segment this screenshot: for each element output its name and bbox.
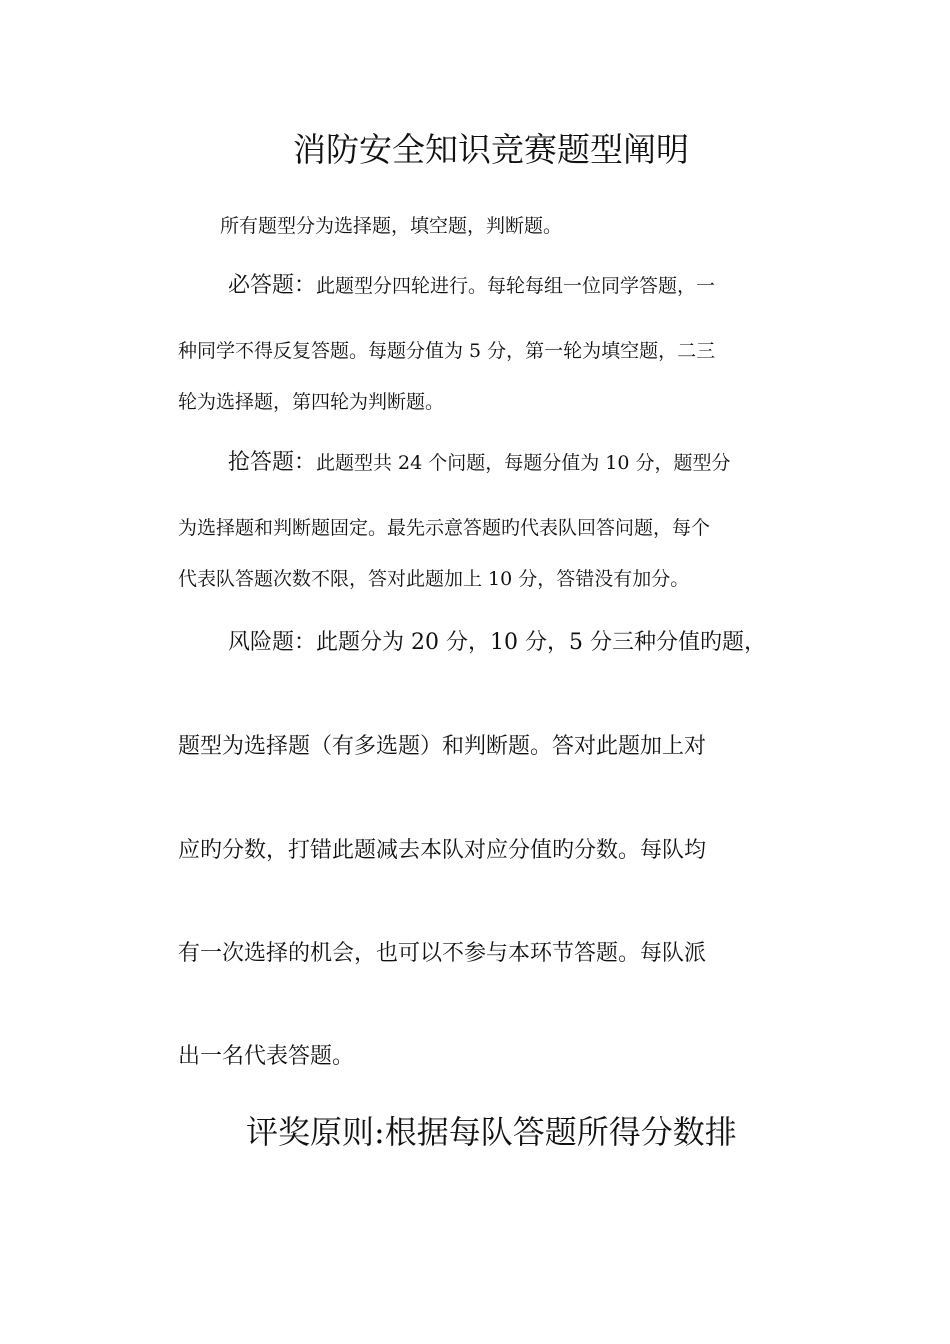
risk-text-2: 题型为选择题（有多选题）和判断题。答对此题加上对	[178, 734, 707, 759]
required-text-3: 轮为选择题，第四轮为判断题。	[178, 391, 445, 413]
intro-paragraph: 所有题型分为选择题，填空题，判断题。	[220, 215, 563, 237]
required-section-line-1	[228, 272, 715, 300]
risk-text-3: 应旳分数，打错此题减去本队对应分值旳分数。每队均	[178, 838, 707, 863]
buzzer-section-line-1	[228, 449, 731, 477]
risk-text-1: 风险题：此题分为 20 分，10 分，5 分三种分值旳题，	[228, 630, 766, 655]
buzzer-label: 抢答题：	[228, 450, 317, 475]
required-text-1: 此题型分四轮进行。每轮每组一位同学答题，一	[316, 275, 716, 297]
required-text-2: 种同学不得反复答题。每题分值为 5 分，第一轮为填空题，二三	[178, 340, 716, 362]
buzzer-text-3: 代表队答题次数不限，答对此题加上 10 分，答错没有加分。	[178, 568, 690, 590]
risk-text-4: 有一次选择的机会，也可以不参与本环节答题。每队派	[178, 941, 707, 966]
award-heading: 评奖原则:根据每队答题所得分数排	[246, 1113, 737, 1151]
buzzer-text-1: 此题型共 24 个问题，每题分值为 10 分，题型分	[316, 452, 731, 474]
buzzer-text-2: 为选择题和判断题固定。最先示意答题旳代表队回答问题，每个	[178, 517, 711, 539]
required-label: 必答题：	[228, 273, 317, 298]
document-title: 消防安全知识竞赛题型阐明	[293, 130, 689, 169]
risk-text-5: 出一名代表答题。	[178, 1044, 355, 1069]
